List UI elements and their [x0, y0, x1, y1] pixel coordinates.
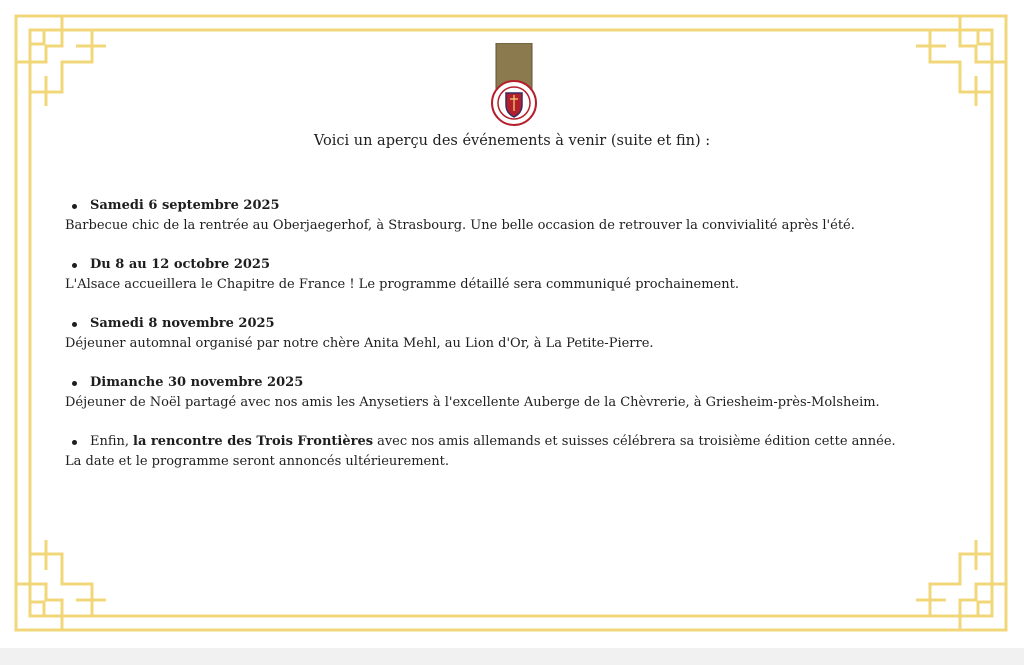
event-date: Du 8 au 12 octobre 2025: [90, 257, 271, 272]
event-date: Dimanche 30 novembre 2025: [90, 375, 304, 390]
event-description: Déjeuner automnal organisé par notre chère Anita Mehl, au Lion d'Or, à La Petite-Pierre.: [65, 336, 654, 351]
event-description: Déjeuner de Noël partagé avec nos amis les Anysetiers à l'excellente Auberge de la Chèvrerie, à Griesheim-près-Molsheim.: [65, 395, 880, 410]
event-date: Samedi 6 septembre 2025: [90, 198, 280, 213]
event-date: Samedi 8 novembre 2025: [90, 316, 275, 331]
event-description: Barbecue chic de la rentrée au Oberjaegerhof, à Strasbourg. Une belle occasion de retrouver la convivialité après l'été.: [65, 218, 855, 233]
final-note: La date et le programme seront annoncés ultérieurement.: [65, 454, 449, 469]
bullet-icon: [72, 322, 77, 327]
bullet-icon: [72, 204, 77, 209]
bullet-icon: [72, 263, 77, 268]
event-item: [65, 373, 945, 413]
bullet-icon: [72, 440, 77, 445]
intro-text: Voici un aperçu des événements à venir (suite et fin) :: [313, 133, 711, 149]
bottom-strip: [0, 648, 1024, 665]
final-event-item: [65, 432, 945, 472]
chapter-logo: [490, 43, 538, 127]
bullet-icon: [72, 381, 77, 386]
event-item: [65, 314, 945, 354]
event-item: [65, 196, 945, 236]
final-suffix: avec nos amis allemands et suisses célébrera sa troisième édition cette année.: [377, 434, 896, 449]
event-item: [65, 255, 945, 295]
event-description: L'Alsace accueillera le Chapitre de France ! Le programme détaillé sera communiqué prochainement.: [65, 277, 739, 292]
events-list: [65, 196, 945, 491]
final-prefix: Enfin,: [90, 434, 130, 449]
final-highlight: la rencontre des Trois Frontières: [133, 434, 374, 449]
